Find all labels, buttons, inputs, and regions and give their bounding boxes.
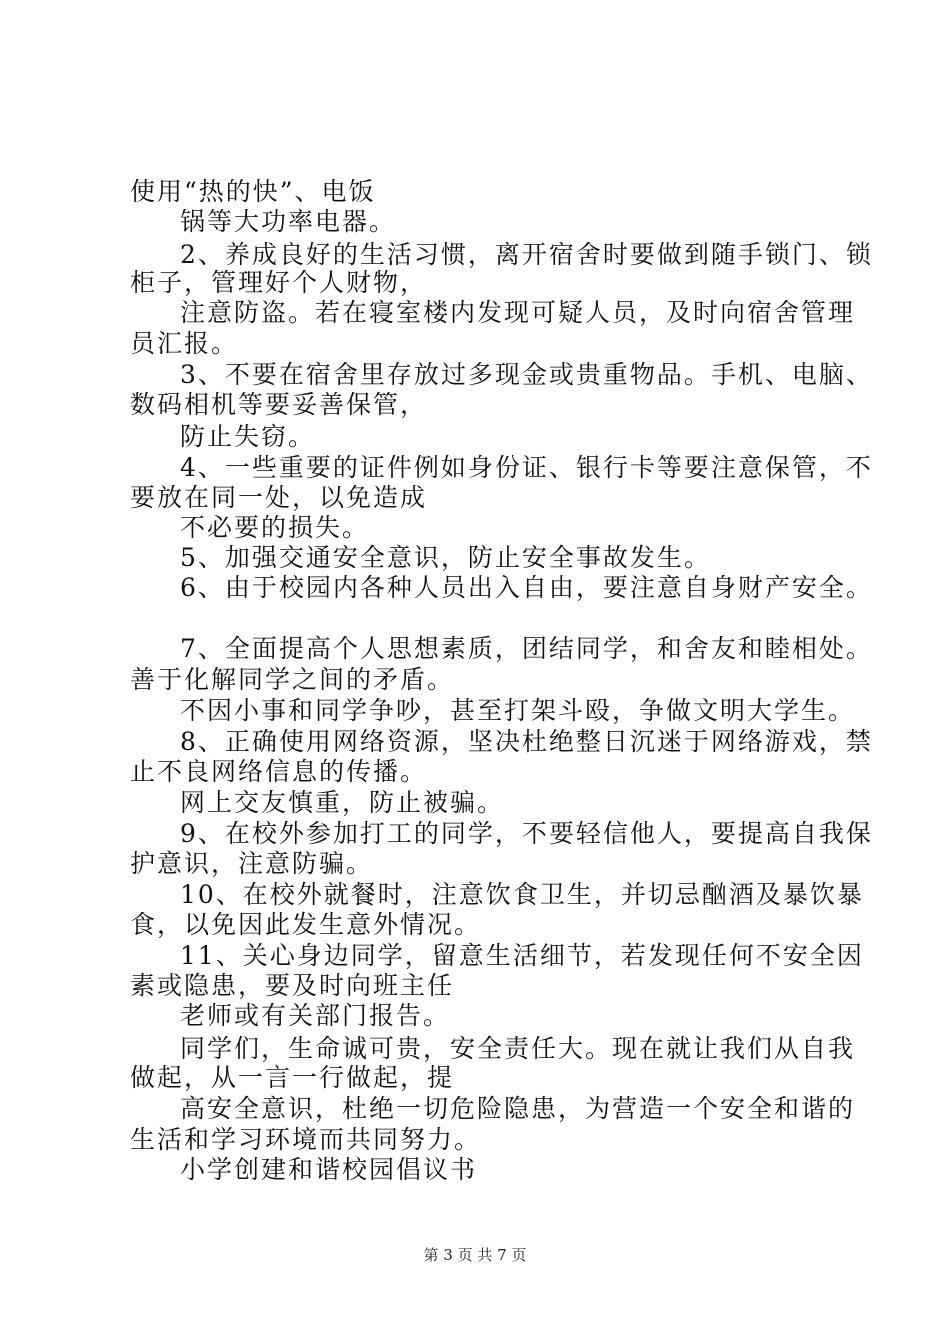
text-line: 9、在校外参加打工的同学，不要轻信他人，要提高自我保 xyxy=(180,819,873,848)
text-line: 数码相机等要妥善保管， xyxy=(130,390,428,419)
text-line: 6、由于校园内各种人员出入自由，要注意自身财产安全。 xyxy=(180,573,873,602)
text-line: 11、关心身边同学，留意生活细节，若发现任何不安全因 xyxy=(180,941,864,970)
text-line: 柜子，管理好个人财物， xyxy=(130,268,428,297)
text-line: 同学们，生命诚可贵，安全责任大。现在就让我们从自我 xyxy=(180,1034,856,1063)
text-line: 做起，从一言一行做起，提 xyxy=(130,1063,455,1092)
text-line: 10、在校外就餐时，注意饮食卫生，并切忌酗酒及暴饮暴 xyxy=(180,880,864,909)
text-line: 老师或有关部门报告。 xyxy=(180,1001,451,1030)
text-line: 员汇报。 xyxy=(130,329,239,358)
text-line: 生活和学习环境而共同努力。 xyxy=(130,1125,482,1154)
document-title-line: 小学创建和谐校园倡议书 xyxy=(180,1155,478,1184)
text-line: 防止失窃。 xyxy=(180,422,316,451)
text-line: 3、不要在宿舍里存放过多现金或贵重物品。手机、电脑、 xyxy=(180,360,873,389)
text-line: 止不良网络信息的传播。 xyxy=(130,757,428,786)
text-line: 要放在同一处，以免造成 xyxy=(130,483,428,512)
text-line: 锅等大功率电器。 xyxy=(180,207,397,236)
text-line: 护意识，注意防骗。 xyxy=(130,849,374,878)
text-line: 不必要的损失。 xyxy=(180,513,370,542)
page-number-footer: 第 3 页 共 7 页 xyxy=(423,1246,527,1264)
text-line: 4、一些重要的证件例如身份证、银行卡等要注意保管，不 xyxy=(180,453,873,482)
text-line: 食，以免因此发生意外情况。 xyxy=(130,910,482,939)
text-line: 使用“热的快”、电饭 xyxy=(130,177,376,206)
text-line: 网上交友慎重，防止被骗。 xyxy=(180,788,505,817)
text-line: 7、全面提高个人思想素质，团结同学，和舍友和睦相处。 xyxy=(180,634,873,663)
text-line: 8、正确使用网络资源，坚决杜绝整日沉迷于网络游戏，禁 xyxy=(180,727,873,756)
text-line: 不因小事和同学争吵，甚至打架斗殴，争做文明大学生。 xyxy=(180,696,856,725)
text-line: 5、加强交通安全意识，防止安全事故发生。 xyxy=(180,543,711,572)
text-line: 善于化解同学之间的矛盾。 xyxy=(130,665,455,694)
text-line: 素或隐患，要及时向班主任 xyxy=(130,971,455,1000)
text-line: 注意防盗。若在寝室楼内发现可疑人员，及时向宿舍管理 xyxy=(180,298,856,327)
text-line: 2、养成良好的生活习惯，离开宿舍时要做到随手锁门、锁 xyxy=(180,240,873,269)
text-line: 高安全意识，杜绝一切危险隐患，为营造一个安全和谐的 xyxy=(180,1094,856,1123)
